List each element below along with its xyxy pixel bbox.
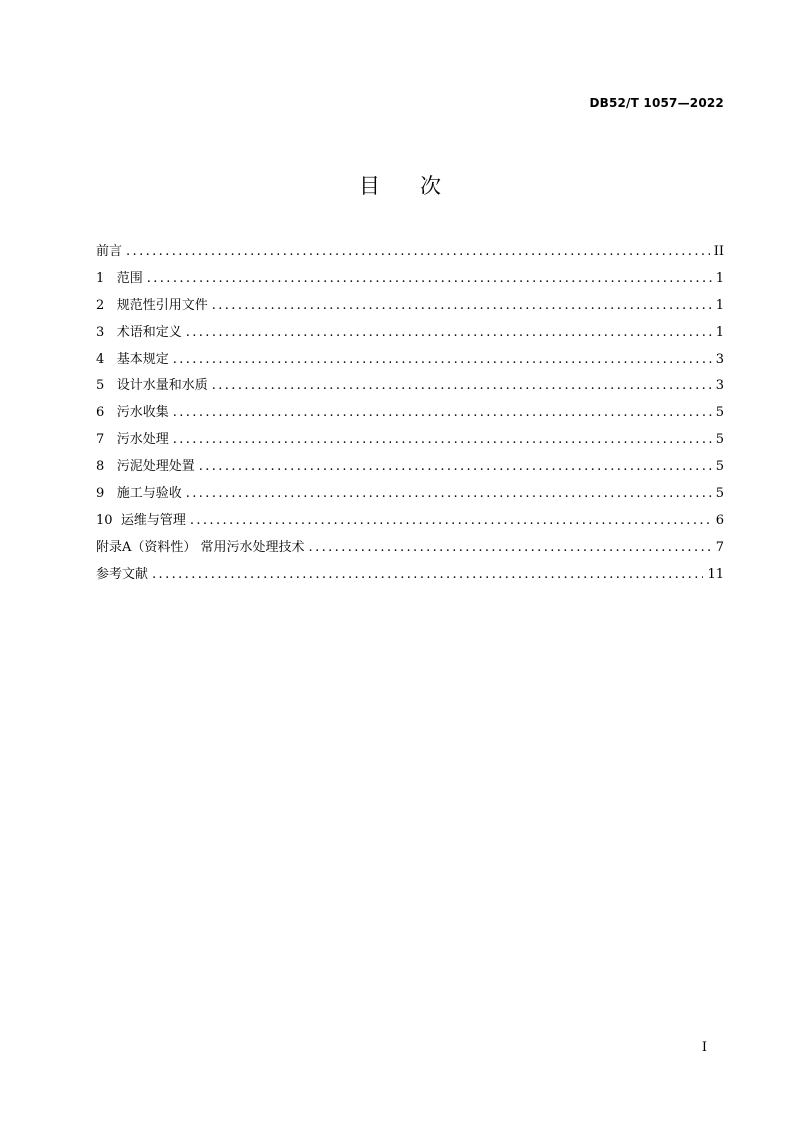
toc-entry-label: 参考文献 [96, 566, 149, 582]
toc-entry-label: 范围 [116, 270, 143, 286]
document-code: DB52/T 1057—2022 [589, 96, 724, 110]
toc-dot-leader [212, 298, 712, 313]
toc-dot-leader [186, 325, 712, 340]
toc-dot-leader [199, 459, 712, 474]
toc-entry-label: 污泥处理处置 [116, 459, 195, 475]
toc-entry-page: 11 [707, 566, 724, 582]
toc-entry-terms[interactable] [96, 321, 724, 348]
toc-dot-leader [152, 567, 703, 582]
toc-dot-leader [147, 271, 712, 286]
toc-entry-number: 2 [96, 297, 105, 313]
toc-entry-page: 3 [715, 378, 724, 394]
toc-entry-bibliography[interactable] [96, 563, 724, 590]
toc-entry-scope[interactable] [96, 267, 724, 294]
toc-entry-sludge-treatment[interactable] [96, 455, 724, 482]
toc-entry-number: 3 [96, 324, 105, 340]
toc-entry-normative-references[interactable] [96, 294, 724, 321]
toc-entry-label: 规范性引用文件 [116, 297, 208, 313]
toc-entry-page: 5 [715, 432, 724, 448]
toc-entry-page: 5 [715, 459, 724, 475]
toc-entry-label: 术语和定义 [116, 324, 182, 340]
toc-entry-number: 4 [96, 351, 105, 367]
toc-entry-page: II [713, 244, 724, 259]
toc-entry-label: 前言 [96, 244, 123, 259]
toc-entry-number: 8 [96, 459, 105, 475]
toc-entry-page: 5 [715, 405, 724, 421]
toc-entry-label: 运维与管理 [120, 512, 186, 528]
toc-dot-leader [173, 432, 712, 447]
toc-dot-leader [173, 405, 712, 420]
toc-dot-leader [186, 486, 712, 501]
toc-entry-operation[interactable] [96, 509, 724, 536]
toc-dot-leader [212, 378, 712, 393]
toc-entry-label: 施工与验收 [116, 486, 182, 502]
toc-entry-number: 1 [96, 270, 105, 286]
toc-entry-label: 污水处理 [116, 432, 169, 448]
toc-dot-leader [173, 352, 712, 367]
toc-entry-page: 1 [715, 297, 724, 313]
toc-entry-label: 基本规定 [116, 351, 169, 367]
toc-entry-design-water[interactable] [96, 374, 724, 401]
toc-entry-number: 10 [96, 512, 113, 528]
toc-entry-page: 6 [715, 512, 724, 528]
toc-dot-leader [126, 244, 710, 259]
toc-entry-number: 5 [96, 378, 105, 394]
table-of-contents [96, 240, 724, 590]
toc-entry-number: 9 [96, 486, 105, 502]
toc-dot-leader [309, 540, 712, 555]
toc-entry-sewage-collection[interactable] [96, 401, 724, 428]
toc-entry-basic-provisions[interactable] [96, 348, 724, 375]
toc-entry-page: 1 [715, 270, 724, 286]
toc-entry-sewage-treatment[interactable] [96, 428, 724, 455]
toc-entry-label: 附录A（资料性） 常用污水处理技术 [96, 539, 305, 555]
toc-entry-appendix-a[interactable] [96, 536, 724, 563]
page-number: I [701, 1040, 707, 1055]
toc-entry-page: 5 [715, 486, 724, 502]
toc-entry-foreword[interactable] [96, 240, 724, 267]
toc-entry-label: 污水收集 [116, 405, 169, 421]
toc-dot-leader [190, 513, 712, 528]
toc-entry-page: 3 [715, 351, 724, 367]
page-title: 目次 [359, 174, 481, 198]
toc-entry-page: 7 [715, 539, 724, 555]
toc-entry-construction[interactable] [96, 482, 724, 509]
toc-entry-number: 6 [96, 405, 105, 421]
toc-entry-label: 设计水量和水质 [116, 378, 208, 394]
toc-entry-page: 1 [715, 324, 724, 340]
toc-entry-number: 7 [96, 432, 105, 448]
